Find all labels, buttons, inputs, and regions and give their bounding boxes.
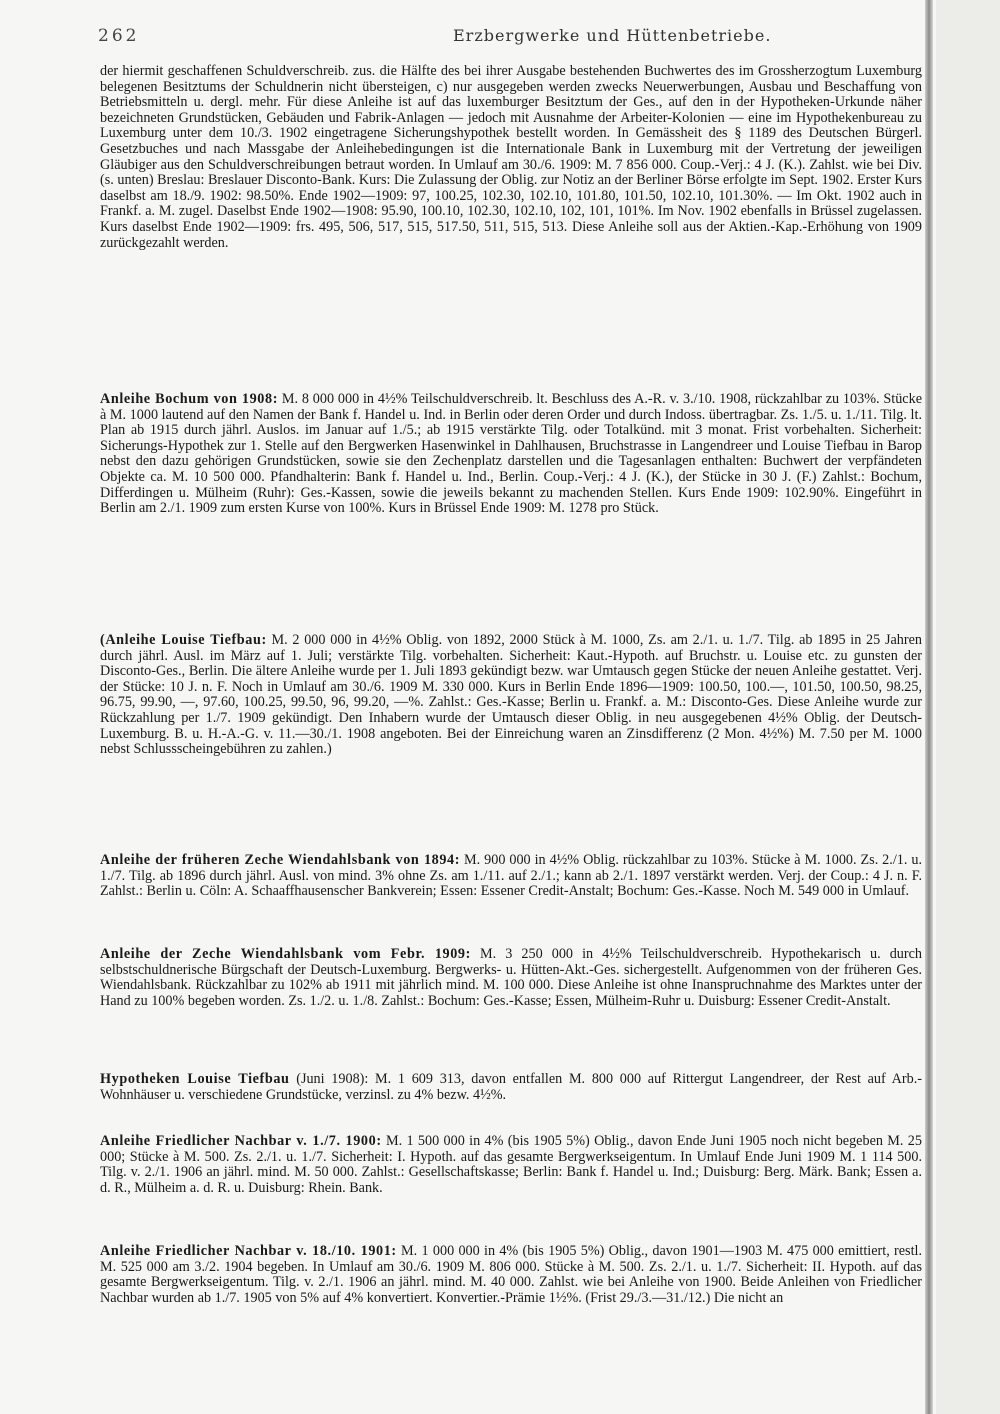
section-body: M. 1 000 000 in 4% (bis 1905 5%) Oblig., davon 1901—1903 M. 475 000 emittiert, restl. M. 525 000 am 3./2. 1904 begeben. In Umlauf am 30./6. 1909 M. 806 000. Stücke à M. 500. Zs. 2./1. u. 1./7. Sicherheit: II. Hypoth. auf das gesamte Bergwerkseigentum. Tilg. v. 2./1. 1906 an jährl. mind. M. 40 000. Zahlst. wie bei Anleihe von 1900. Beide Anleihen von Friedlicher Nachbar wurden ab 1./7. 1905 von 5% auf 4% konvertiert. Konvertier.-Prämie 1½%. (Frist 29./3.—31./12.) Die nicht an [100,1244,922,1306]
section-body: M. 3 250 000 in 4½% Teilschuldverschreib. Hypothekarisch u. durch selbstschuldnerische Bürgschaft der Deutsch-Luxemburg. Bergwerks- u. Hütten-Akt.-Ges. sichergestellt. Aufgenommen von der früheren Ges. Wiendahlsbank. Rückzahlbar zu 102% ab 1911 mit jährlich mind. M. 100 000. Diese Anleihe ist ohne Inanspruchnahme des Marktes unter der Hand zu 100% begeben worden. Zs. 1./2. u. 1./8. Zahlst.: Bochum: Ges.-Kasse; Essen, Mülheim-Ruhr u. Duisburg: Essener Credit-Anstalt. [100,947,922,1009]
section-heading: (Anleihe Louise Tiefbau: [100,633,267,648]
section-anleihe-bochum-1908 [100,392,922,633]
section-body: M. 8 000 000 in 4½% Teilschuldverschreib. lt. Beschluss des A.-R. v. 3./10. 1908, rückzahlbar zu 103%. Stücke à M. 1000 lautend auf den Namen der Bank f. Handel u. Ind. in Berlin oder deren Order und durch Indoss. übertragbar. Zs. 1./5. u. 1./11. Tilg. lt. Plan ab 1915 durch jährl. Auslos. im Januar auf 1./5.; ab 1915 verstärkte Tilg. oder Totalkünd. mit 3 monat. Frist vorbehalten. Sicherheit: Sicherungs-Hypothek zur 1. Stelle auf den Bergwerken Hasenwinkel in Dahlhausen, Bruchstrasse in Langendreer und Louise Tiefbau in Barop nebst den dazu gehörigen Grundstücken, sowie sie den Zechenplatz darstellen und die Tagesanlagen enthalten: Buchwert der verpfändeten Objekte ca. M. 10 500 000. Pfandhalterin: Bank f. Handel u. Ind., Berlin. Coup.-Verj.: 4 J. (K.), der Stücke in 30 J. (F.) Zahlst.: Bochum, Differdingen u. Mülheim (Ruhr): Ges.-Kassen, sowie die jeweils bekannt zu machenden Stellen. Kurs Ende 1909: 102.90%. Eingeführt in Berlin am 2./1. 1909 zum ersten Kurse von 100%. Kurs in Brüssel Ende 1909: M. 1278 pro Stück. [100,392,922,517]
section-heading: Anleihe Bochum von 1908: [100,392,279,407]
section-anleihe-friedlicher-nachbar-1900 [100,1134,922,1244]
section-heading: Anleihe Friedlicher Nachbar v. 1./7. 1900: [100,1134,382,1149]
book-gutter [925,0,933,1414]
section-body: (Juni 1908): M. 1 609 313, davon entfallen M. 800 000 auf Rittergut Langendreer, der Rest auf Arb.-Wohnhäuser u. verschiedene Grundstücke, verzinsl. zu 4% bezw. 4½%. [100,1072,922,1103]
section-anleihe-friedlicher-nachbar-1901 [100,1244,922,1369]
intro-paragraph: der hiermit geschaffenen Schuldverschreib. zus. die Hälfte des bei ihrer Ausgabe bestehenden Buchwertes des im Grossherzogtum Luxemburg belegenen Besitztums der Schuldnerin nicht übersteigen, c) nur ausgegeben werden zwecks Neuerwerbungen, Ausbau und Beschaffung von Betriebsmitteln u. dergl. mehr. Für diese Anleihe ist auf das luxemburger Besitztum der Ges., auf den in der Hypotheken-Urkunde näher bezeichneten Grundstücken, Gebäuden und Fabrik-Anlagen — jedoch mit Ausnahme der Arbeiter-Kolonien — eine im Hypothekenbureau zu Luxemburg unter dem 10./3. 1902 eingetragene Sicherungshypothek bestellt worden. In Gemässheit des § 1189 des Deutschen Bürgerl. Gesetzbuches und nach Massgabe der Anleihebedingungen ist die Internationale Bank in Luxemburg mit der Vertretung der jeweiligen Gläubiger aus den Schuldverschreibungen betraut worden. In Umlauf am 30./6. 1909: M. 7 856 000. Coup.-Verj.: 4 J. (K.). Zahlst. wie bei Div. (s. unten) Breslau: Breslauer Disconto-Bank. Kurs: Die Zulassung der Oblig. zur Notiz an der Berliner Börse erfolgte im Sept. 1902. Erster Kurs daselbst am 18./9. 1902: 98.50%. Ende 1902—1909: 97, 100.25, 102.30, 102.10, 101.80, 101.50, 102.10, 101.30%. — Im Okt. 1902 auch in Frankf. a. M. zugel. Daselbst Ende 1902—1908: 95.90, 100.10, 102.30, 102.10, 102, 101, 101%. Im Nov. 1902 ebenfalls in Brüssel zugelassen. Kurs daselbst Ende 1902—1909: frs. 495, 506, 517, 515, 517.50, 511, 515, 513. Diese Anleihe soll aus der Aktien.-Kap.-Erhöhung von 1909 zurückgezahlt werden. [100,64,922,251]
section-anleihe-wiendahlsbank-1894 [100,853,922,947]
section-body: M. 1 500 000 in 4% (bis 1905 5%) Oblig., davon Ende Juni 1905 noch nicht begeben M. 25 000; Stücke à M. 500. Zs. 2./1. u. 1./7. Sicherheit: I. Hypoth. auf das gesamte Bergwerkseigentum. In Umlauf Ende Juni 1909 M. 1 114 500. Tilg. v. 2./1. 1906 an jährl. mind. M. 50 000. Zahlst.: Gesellschaftskasse; Berlin: Bank f. Handel u. Ind.; Duisburg: Berg. Märk. Bank; Essen a. d. R., Mülheim a. d. R. u. Duisburg: Rhein. Bank. [100,1134,922,1196]
section-heading: Anleihe der früheren Zeche Wiendahlsbank von 1894: [100,853,461,868]
section-anleihe-wiendahlsbank-1909 [100,947,922,1072]
section-heading: Anleihe der Zeche Wiendahlsbank vom Febr. 1909: [100,947,471,962]
section-body: M. 2 000 000 in 4½% Oblig. von 1892, 2000 Stück à M. 1000, Zs. am 2./1. u. 1./7. Tilg. ab 1895 in 25 Jahren durch jährl. Ausl. im März auf 1. Juli; verstärkte Tilg. vorbehalten. Sicherheit: Kaut.-Hypoth. auf Bruchstr. u. Louise etc. zu gunsten der Disconto-Ges., Berlin. Die ältere Anleihe wurde per 1. Juli 1893 gekündigt bezw. war Umtausch gegen Stücke der neuen Anleihe gestattet. Verj. der Stücke: 10 J. n. F. Noch in Umlauf am 30./6. 1909 M. 330 000. Kurs in Berlin Ende 1896—1909: 100.50, 100.—, 101.50, 100.50, 98.25, 96.75, 99.90, —, 97.60, 100.25, 99.50, 96, 99.20, —%. Zahlst.: Ges.-Kasse; Berlin u. Frankf. a. M.: Disconto-Ges. Diese Anleihe wurde zur Rückzahlung per 1./7. 1909 gekündigt. Den Inhabern wurde der Umtausch dieser Oblig. in neu ausgegebenen 4½% Oblig. der Deutsch-Luxemburg. B. u. H.-A.-G. v. 11.—30./1. 1908 angeboten. Bei der Einreichung waren an Zinsdifferenz (2 Mon. 4½%) M. 7.50 per M. 1000 nebst Schlussscheingebühren zu zahlen.) [100,633,922,758]
running-title: Erzbergwerke und Hüttenbetriebe. [453,26,772,45]
section-heading: Anleihe Friedlicher Nachbar v. 18./10. 1901: [100,1244,397,1259]
adjacent-page-edge [936,0,1000,1414]
body-text [100,64,922,1404]
page-header [98,24,908,52]
section-anleihe-louise-tiefbau [100,633,922,853]
section-heading: Hypotheken Louise Tiefbau [100,1072,290,1087]
page-number: 262 [98,26,140,46]
section-body: M. 900 000 in 4½% Oblig. rückzahlbar zu 103%. Stücke à M. 1000. Zs. 2./1. u. 1./7. Tilg. ab 1896 durch jährl. Ausl. von mind. 3% ohne Zs. am 1./11. auf 2./1.; kann ab 2./1. 1897 verstärkt werden. Verj. der Coup.: 4 J. n. F. Zahlst.: Berlin u. Cöln: A. Schaaffhausenscher Bankverein; Essen: Essener Credit-Anstalt; Bochum: Ges.-Kasse. Noch M. 549 000 in Umlauf. [100,853,922,900]
section-hypotheken-louise-tiefbau [100,1072,922,1134]
